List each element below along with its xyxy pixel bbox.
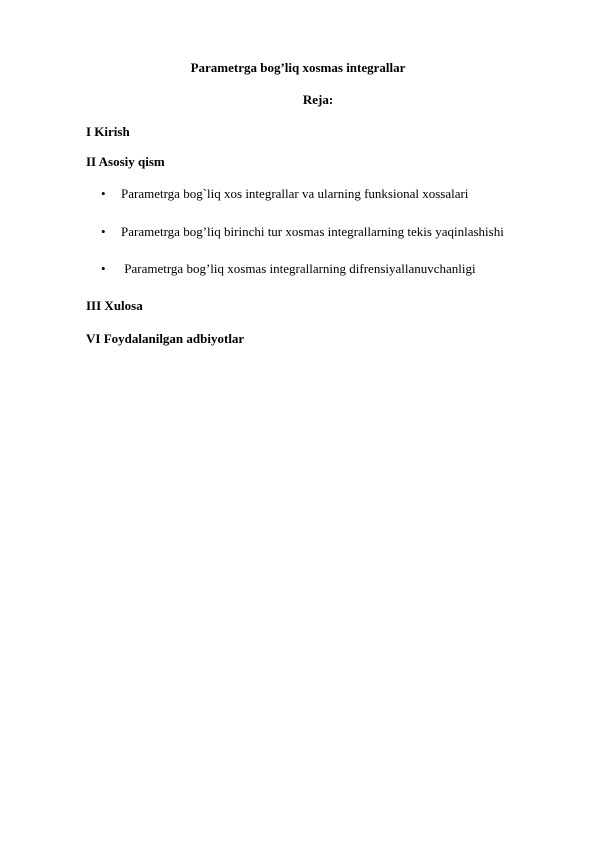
section-conclusion: III Xulosa	[86, 298, 143, 313]
bullet-icon: •	[101, 224, 106, 239]
bullet-item	[101, 224, 504, 240]
bullet-icon: •	[101, 261, 106, 276]
section-references: VI Foydalanilgan adbiyotlar	[86, 331, 245, 346]
bullet-icon: •	[101, 186, 106, 201]
bullet-text: Parametrga bog`liq xos integrallar va ularning funksional xossalari	[121, 186, 469, 201]
document-title: Parametrga bog’liq xosmas integrallar	[190, 60, 406, 75]
section-intro: I Kirish	[86, 124, 130, 139]
plan-heading: Reja:	[302, 92, 334, 107]
section-main: II Asosiy qism	[86, 154, 165, 169]
bullet-text: Parametrga bog’liq xosmas integrallarning difrensiyallanuvchanligi	[121, 261, 476, 276]
bullet-item	[101, 186, 468, 202]
bullet-text: Parametrga bog’liq birinchi tur xosmas integrallarning tekis yaqinlashishi	[121, 224, 504, 239]
bullet-item	[101, 261, 476, 277]
